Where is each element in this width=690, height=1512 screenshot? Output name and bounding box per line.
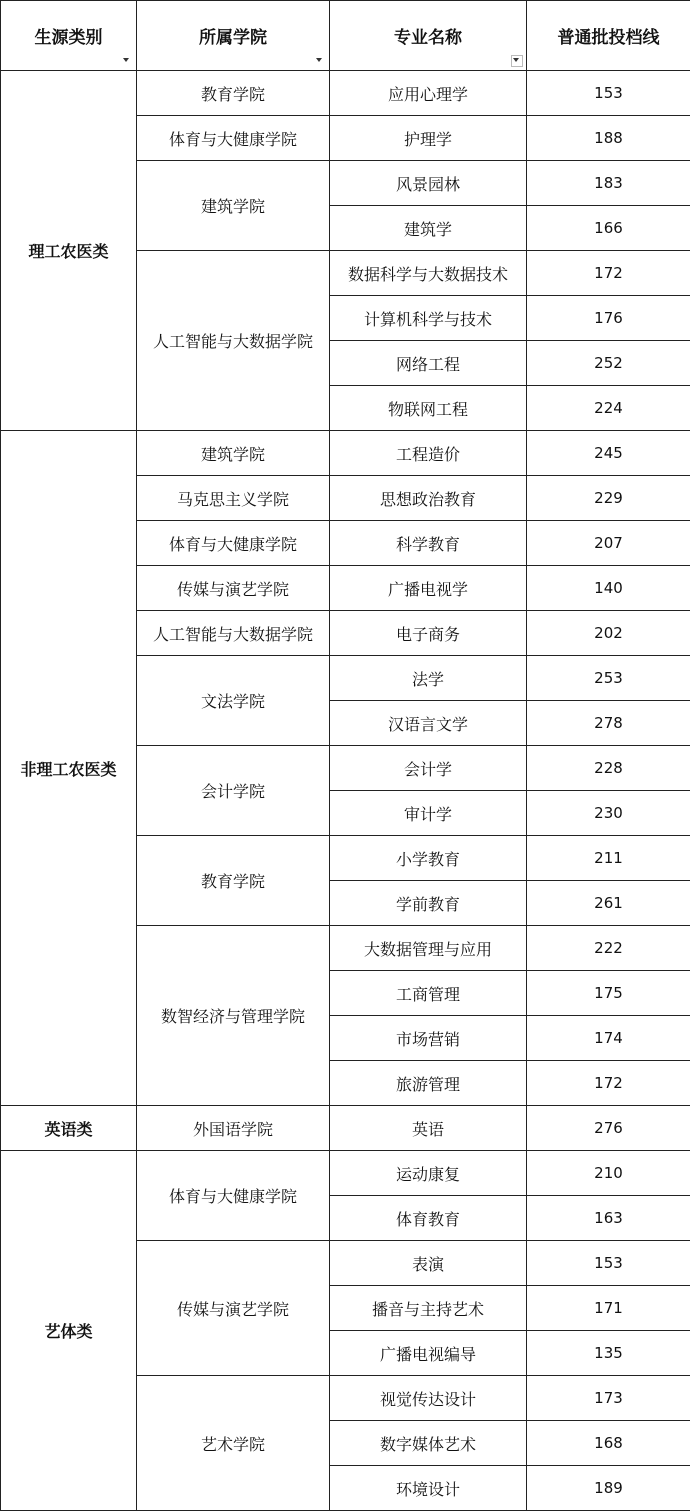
category-cell: 非理工农医类 [1, 431, 137, 1106]
major-cell: 物联网工程 [330, 386, 527, 431]
score-cell: 175 [527, 971, 690, 1016]
score-cell: 245 [527, 431, 690, 476]
major-cell: 工程造价 [330, 431, 527, 476]
score-cell: 210 [527, 1151, 690, 1196]
score-cell: 230 [527, 791, 690, 836]
score-cell: 172 [527, 251, 690, 296]
score-cell: 224 [527, 386, 690, 431]
filter-dropdown-icon[interactable] [313, 54, 325, 66]
college-cell: 人工智能与大数据学院 [137, 611, 330, 656]
table-row [1, 1151, 690, 1196]
score-cell: 176 [527, 296, 690, 341]
header-college-label: 所属学院 [199, 28, 267, 48]
major-cell: 计算机科学与技术 [330, 296, 527, 341]
category-cell: 理工农医类 [1, 71, 137, 431]
header-score-label: 普通批投档线 [557, 28, 660, 48]
score-cell: 183 [527, 161, 690, 206]
major-cell: 应用心理学 [330, 71, 527, 116]
major-cell: 建筑学 [330, 206, 527, 251]
major-cell: 会计学 [330, 746, 527, 791]
major-cell: 审计学 [330, 791, 527, 836]
score-cell: 202 [527, 611, 690, 656]
filter-dropdown-icon[interactable] [510, 54, 522, 66]
major-cell: 风景园林 [330, 161, 527, 206]
college-cell: 教育学院 [137, 836, 330, 926]
college-cell: 人工智能与大数据学院 [137, 251, 330, 431]
filter-dropdown-icon[interactable] [120, 54, 132, 66]
score-cell: 278 [527, 701, 690, 746]
score-cell: 252 [527, 341, 690, 386]
major-cell: 播音与主持艺术 [330, 1286, 527, 1331]
college-cell: 会计学院 [137, 746, 330, 836]
major-cell: 网络工程 [330, 341, 527, 386]
header-category-label: 生源类别 [34, 28, 103, 48]
category-cell: 英语类 [1, 1106, 137, 1151]
category-cell: 艺体类 [1, 1151, 137, 1511]
header-category[interactable] [1, 1, 137, 71]
score-cell: 135 [527, 1331, 690, 1376]
score-cell: 171 [527, 1286, 690, 1331]
score-cell: 253 [527, 656, 690, 701]
major-cell: 表演 [330, 1241, 527, 1286]
score-cell: 174 [527, 1016, 690, 1061]
table-body [1, 71, 690, 1511]
major-cell: 科学教育 [330, 521, 527, 566]
table-row [1, 71, 690, 116]
college-cell: 建筑学院 [137, 161, 330, 251]
header-major[interactable] [330, 1, 527, 71]
score-cell: 153 [527, 71, 690, 116]
major-cell: 数据科学与大数据技术 [330, 251, 527, 296]
score-cell: 140 [527, 566, 690, 611]
table-row [1, 1106, 690, 1151]
major-cell: 广播电视编导 [330, 1331, 527, 1376]
college-cell: 体育与大健康学院 [137, 1151, 330, 1241]
college-cell: 文法学院 [137, 656, 330, 746]
score-cell: 173 [527, 1376, 690, 1421]
score-cell: 166 [527, 206, 690, 251]
score-cell: 189 [527, 1466, 690, 1511]
college-cell: 外国语学院 [137, 1106, 330, 1151]
major-cell: 学前教育 [330, 881, 527, 926]
score-cell: 168 [527, 1421, 690, 1466]
major-cell: 运动康复 [330, 1151, 527, 1196]
score-cell: 207 [527, 521, 690, 566]
major-cell: 市场营销 [330, 1016, 527, 1061]
score-cell: 276 [527, 1106, 690, 1151]
score-cell: 211 [527, 836, 690, 881]
college-cell: 体育与大健康学院 [137, 116, 330, 161]
college-cell: 马克思主义学院 [137, 476, 330, 521]
header-major-label: 专业名称 [394, 28, 462, 48]
major-cell: 法学 [330, 656, 527, 701]
score-cell: 261 [527, 881, 690, 926]
major-cell: 大数据管理与应用 [330, 926, 527, 971]
major-cell: 汉语言文学 [330, 701, 527, 746]
score-cell: 188 [527, 116, 690, 161]
major-cell: 数字媒体艺术 [330, 1421, 527, 1466]
major-cell: 广播电视学 [330, 566, 527, 611]
score-cell: 163 [527, 1196, 690, 1241]
table-row [1, 431, 690, 476]
major-cell: 小学教育 [330, 836, 527, 881]
college-cell: 教育学院 [137, 71, 330, 116]
score-cell: 172 [527, 1061, 690, 1106]
major-cell: 体育教育 [330, 1196, 527, 1241]
college-cell: 数智经济与管理学院 [137, 926, 330, 1106]
major-cell: 环境设计 [330, 1466, 527, 1511]
score-cell: 228 [527, 746, 690, 791]
college-cell: 建筑学院 [137, 431, 330, 476]
major-cell: 英语 [330, 1106, 527, 1151]
major-cell: 旅游管理 [330, 1061, 527, 1106]
major-cell: 思想政治教育 [330, 476, 527, 521]
header-score [527, 1, 690, 71]
major-cell: 视觉传达设计 [330, 1376, 527, 1421]
major-cell: 护理学 [330, 116, 527, 161]
score-cell: 229 [527, 476, 690, 521]
score-cell: 222 [527, 926, 690, 971]
college-cell: 传媒与演艺学院 [137, 566, 330, 611]
college-cell: 传媒与演艺学院 [137, 1241, 330, 1376]
college-cell: 艺术学院 [137, 1376, 330, 1511]
major-cell: 工商管理 [330, 971, 527, 1016]
header-college[interactable] [137, 1, 330, 71]
header-row [1, 1, 690, 71]
major-cell: 电子商务 [330, 611, 527, 656]
college-cell: 体育与大健康学院 [137, 521, 330, 566]
score-cell: 153 [527, 1241, 690, 1286]
